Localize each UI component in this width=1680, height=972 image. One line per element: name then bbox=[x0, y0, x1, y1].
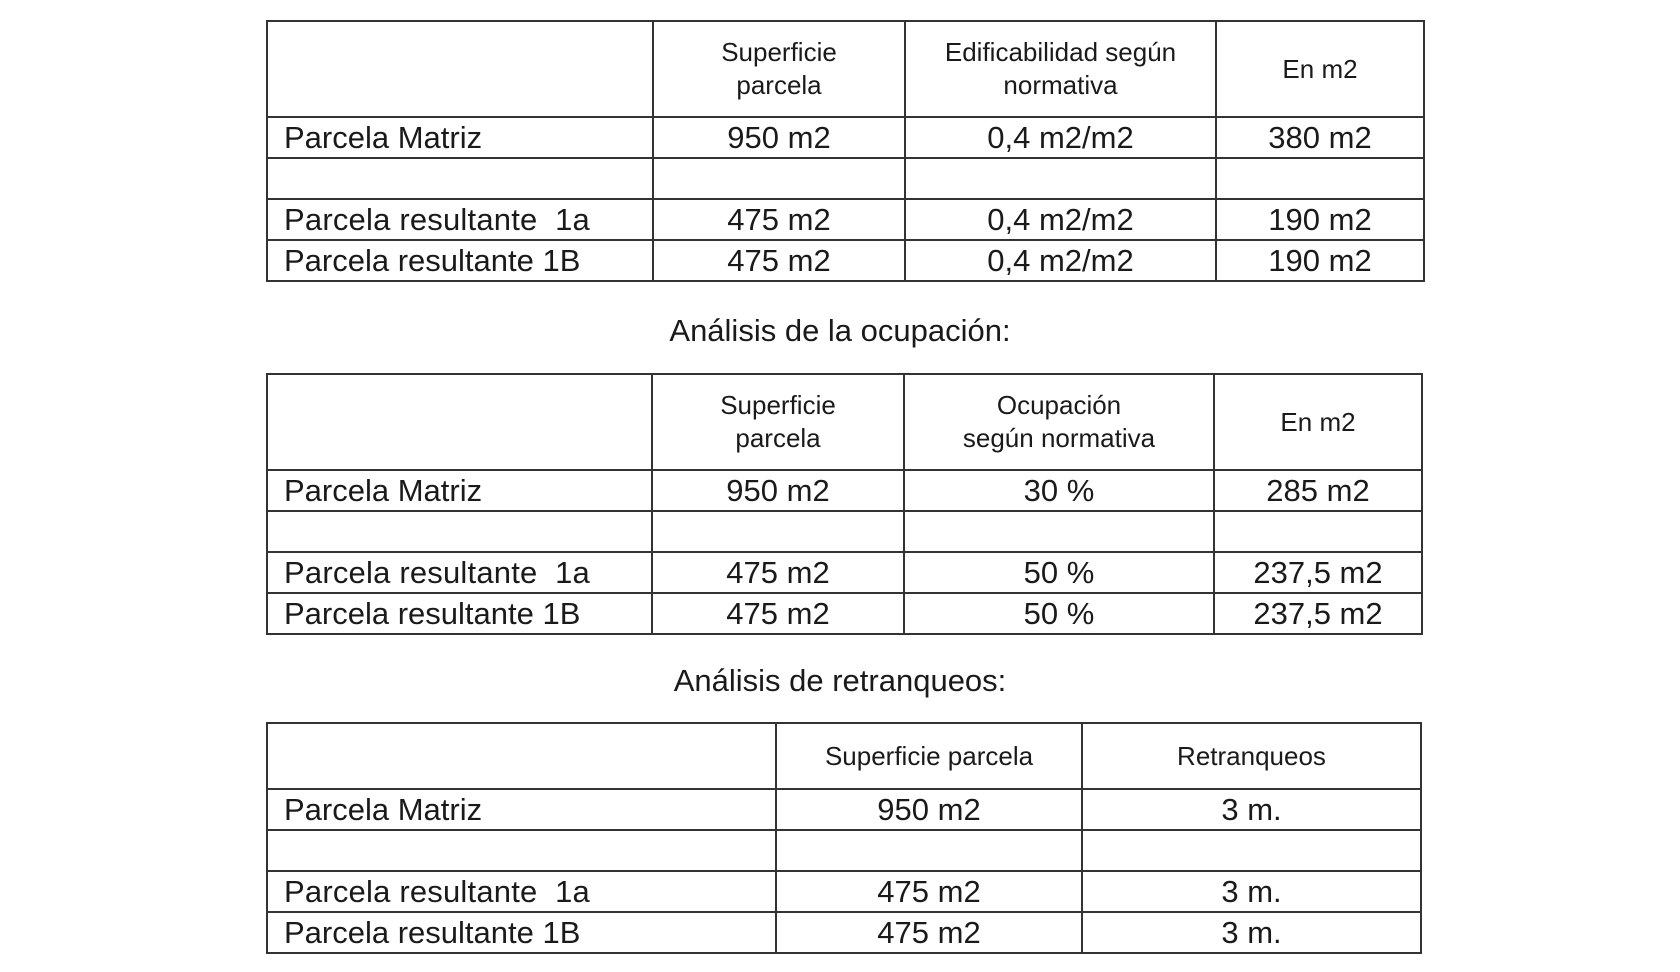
edificabilidad-value: 0,4 m2/m2 bbox=[905, 117, 1216, 158]
table-header-row bbox=[267, 723, 1421, 789]
header-text: Superficie parcela bbox=[721, 37, 837, 100]
ocupacion-table bbox=[266, 373, 1423, 635]
superficie-value bbox=[653, 158, 905, 199]
header-cell-en-m2 bbox=[1214, 374, 1422, 470]
table-row-empty bbox=[267, 830, 1421, 871]
m2-value bbox=[1216, 158, 1424, 199]
superficie-value: 475 m2 bbox=[652, 593, 904, 634]
header-cell-empty bbox=[267, 723, 776, 789]
m2-value: 237,5 m2 bbox=[1214, 593, 1422, 634]
header-text: En m2 bbox=[1282, 53, 1358, 84]
row-label-text: Parcela resultante 1a bbox=[284, 554, 590, 590]
header-cell-empty bbox=[267, 21, 653, 117]
row-label: Parcela Matriz bbox=[267, 117, 653, 158]
row-label: Parcela Matriz bbox=[267, 470, 652, 511]
header-cell-edificabilidad bbox=[905, 21, 1216, 117]
ocupacion-value bbox=[904, 511, 1214, 552]
table-row bbox=[267, 470, 1422, 511]
header-cell-en-m2 bbox=[1216, 21, 1424, 117]
m2-value bbox=[1214, 511, 1422, 552]
header-text: Retranqueos bbox=[1177, 740, 1326, 771]
header-cell-superficie bbox=[776, 723, 1082, 789]
table-row bbox=[267, 552, 1422, 593]
ocupacion-value: 50 % bbox=[904, 552, 1214, 593]
edificabilidad-value bbox=[905, 158, 1216, 199]
table-row bbox=[267, 117, 1424, 158]
superficie-value: 950 m2 bbox=[776, 789, 1082, 830]
edificabilidad-value: 0,4 m2/m2 bbox=[905, 199, 1216, 240]
header-text: Ocupación según normativa bbox=[962, 390, 1156, 453]
retranqueos-table bbox=[266, 722, 1422, 954]
header-text: Superficie parcela bbox=[720, 390, 836, 453]
table-row bbox=[267, 593, 1422, 634]
header-text: En m2 bbox=[1280, 406, 1356, 437]
row-label-text: Parcela resultante 1a bbox=[284, 201, 590, 237]
header-cell-superficie bbox=[652, 374, 904, 470]
superficie-value: 475 m2 bbox=[776, 871, 1082, 912]
table-row bbox=[267, 789, 1421, 830]
edificabilidad-value: 0,4 m2/m2 bbox=[905, 240, 1216, 281]
row-label: Parcela resultante 1B bbox=[267, 912, 776, 953]
edificabilidad-table bbox=[266, 20, 1425, 282]
header-cell-retranqueos bbox=[1082, 723, 1421, 789]
header-cell-empty bbox=[267, 374, 652, 470]
retranqueo-value bbox=[1082, 830, 1421, 871]
row-label: Parcela resultante 1B bbox=[267, 593, 652, 634]
m2-value: 237,5 m2 bbox=[1214, 552, 1422, 593]
retranqueo-value: 3 m. bbox=[1082, 912, 1421, 953]
superficie-value: 475 m2 bbox=[652, 552, 904, 593]
superficie-value: 475 m2 bbox=[653, 199, 905, 240]
row-label bbox=[267, 511, 652, 552]
ocupacion-value: 50 % bbox=[904, 593, 1214, 634]
retranqueo-value: 3 m. bbox=[1082, 789, 1421, 830]
superficie-value: 475 m2 bbox=[653, 240, 905, 281]
m2-value: 380 m2 bbox=[1216, 117, 1424, 158]
row-label: Parcela resultante 1B bbox=[267, 240, 653, 281]
superficie-value bbox=[776, 830, 1082, 871]
retranqueo-value: 3 m. bbox=[1082, 871, 1421, 912]
header-cell-ocupacion bbox=[904, 374, 1214, 470]
table-header-row bbox=[267, 21, 1424, 117]
m2-value: 285 m2 bbox=[1214, 470, 1422, 511]
table-row bbox=[267, 871, 1421, 912]
table-row bbox=[267, 912, 1421, 953]
row-label bbox=[267, 830, 776, 871]
m2-value: 190 m2 bbox=[1216, 199, 1424, 240]
table-row bbox=[267, 240, 1424, 281]
row-label bbox=[267, 158, 653, 199]
ocupacion-value: 30 % bbox=[904, 470, 1214, 511]
row-label bbox=[267, 199, 653, 240]
table-header-row bbox=[267, 374, 1422, 470]
m2-value: 190 m2 bbox=[1216, 240, 1424, 281]
row-label bbox=[267, 552, 652, 593]
row-label: Parcela Matriz bbox=[267, 789, 776, 830]
header-text: Edificabilidad según normativa bbox=[944, 37, 1177, 100]
superficie-value: 950 m2 bbox=[652, 470, 904, 511]
caption-retranqueos: Análisis de retranqueos: bbox=[673, 663, 1007, 698]
table-row-empty bbox=[267, 158, 1424, 199]
superficie-value bbox=[652, 511, 904, 552]
table-row-empty bbox=[267, 511, 1422, 552]
header-text: Superficie parcela bbox=[824, 740, 1034, 771]
caption-ocupacion: Análisis de la ocupación: bbox=[669, 313, 1011, 348]
row-label bbox=[267, 871, 776, 912]
header-cell-superficie bbox=[653, 21, 905, 117]
superficie-value: 950 m2 bbox=[653, 117, 905, 158]
row-label-text: Parcela resultante 1a bbox=[284, 873, 590, 909]
superficie-value: 475 m2 bbox=[776, 912, 1082, 953]
table-row bbox=[267, 199, 1424, 240]
